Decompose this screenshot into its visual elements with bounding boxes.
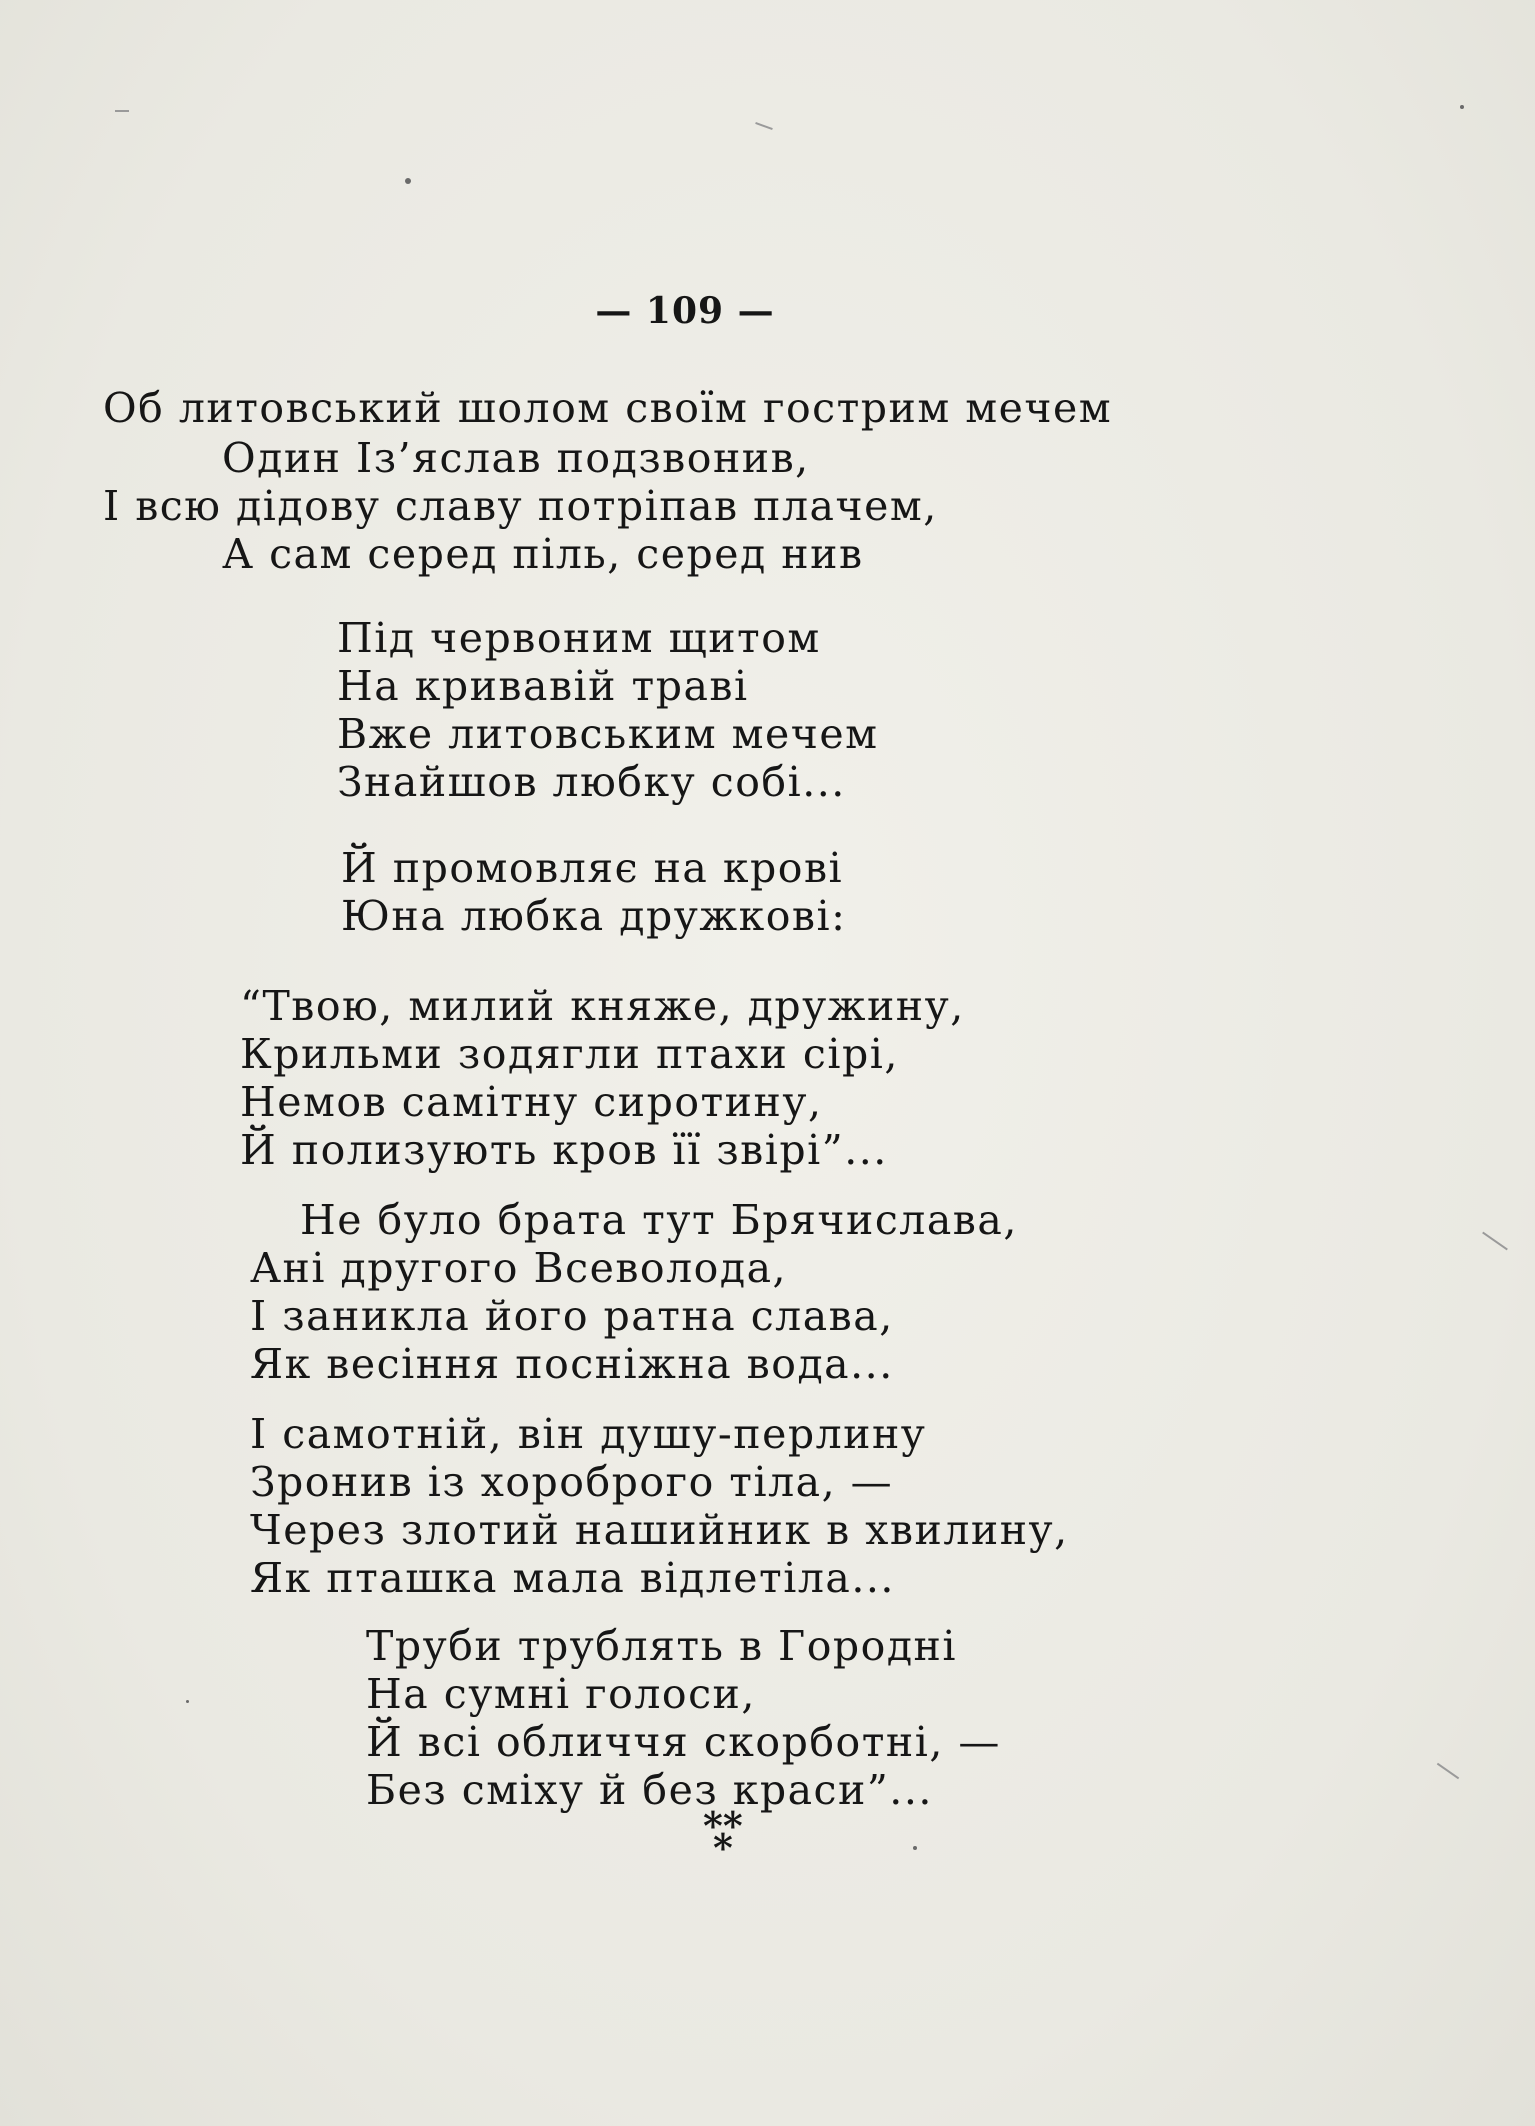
poem-line: Ані другого Всеволода, xyxy=(250,1244,788,1292)
poem-line: Немов самітну сиротину, xyxy=(240,1078,823,1126)
poem-line: Через злотий нашийник в хвилину, xyxy=(250,1506,1069,1554)
poem-line: Юна любка дружкові: xyxy=(341,892,847,940)
paper-speck xyxy=(405,178,411,184)
paper-mark xyxy=(1482,1232,1508,1251)
paper-speck xyxy=(1460,105,1464,109)
page-number: — 109 — xyxy=(595,290,775,332)
paper-mark xyxy=(1437,1763,1459,1780)
poem-line: Й полизують кров її звірі”... xyxy=(240,1126,888,1174)
poem-line: І заникла його ратна слава, xyxy=(250,1292,894,1340)
poem-line: Як весіння посніжна вода... xyxy=(250,1340,894,1388)
paper-speck xyxy=(913,1846,917,1850)
poem-line: Об литовський шолом своїм гострим мечем xyxy=(103,384,1113,432)
poem-line: І всю дідову славу потріпав плачем, xyxy=(103,482,938,530)
poem-line: І самотній, він душу-перлину xyxy=(250,1410,927,1458)
poem-line: На сумні голоси, xyxy=(366,1670,756,1718)
poem-line: Знайшов любку собі... xyxy=(337,758,846,806)
poem-line: Один Із’яслав подзвонив, xyxy=(222,434,810,482)
poem-line: Без сміху й без краси”... xyxy=(366,1766,933,1814)
poem-line: Зронив із хороброго тіла, — xyxy=(250,1458,894,1506)
poem-line: Як пташка мала відлетіла... xyxy=(250,1554,895,1602)
poem-line: А сам серед піль, серед нив xyxy=(222,530,864,578)
poem-line: “Твою, милий княже, дружину, xyxy=(240,982,965,1030)
poem-line: На кривавій траві xyxy=(337,662,749,710)
poem-line: Вже литовським мечем xyxy=(337,710,879,758)
poem-line: Й всі обличчя скорботні, — xyxy=(366,1718,1001,1766)
poem-line: Труби трублять в Городні xyxy=(366,1622,958,1670)
poem-line: Й промовляє на крові xyxy=(341,844,844,892)
poem-line: Крильми зодягли птахи сірі, xyxy=(240,1030,899,1078)
paper-mark xyxy=(115,110,129,112)
paper-speck xyxy=(186,1700,189,1703)
poem-line: Не було брата тут Брячислава, xyxy=(300,1196,1018,1244)
section-end-mark: ** * xyxy=(703,1803,743,1870)
poem-line: Під червоним щитом xyxy=(337,614,821,662)
paper-mark xyxy=(755,122,773,130)
